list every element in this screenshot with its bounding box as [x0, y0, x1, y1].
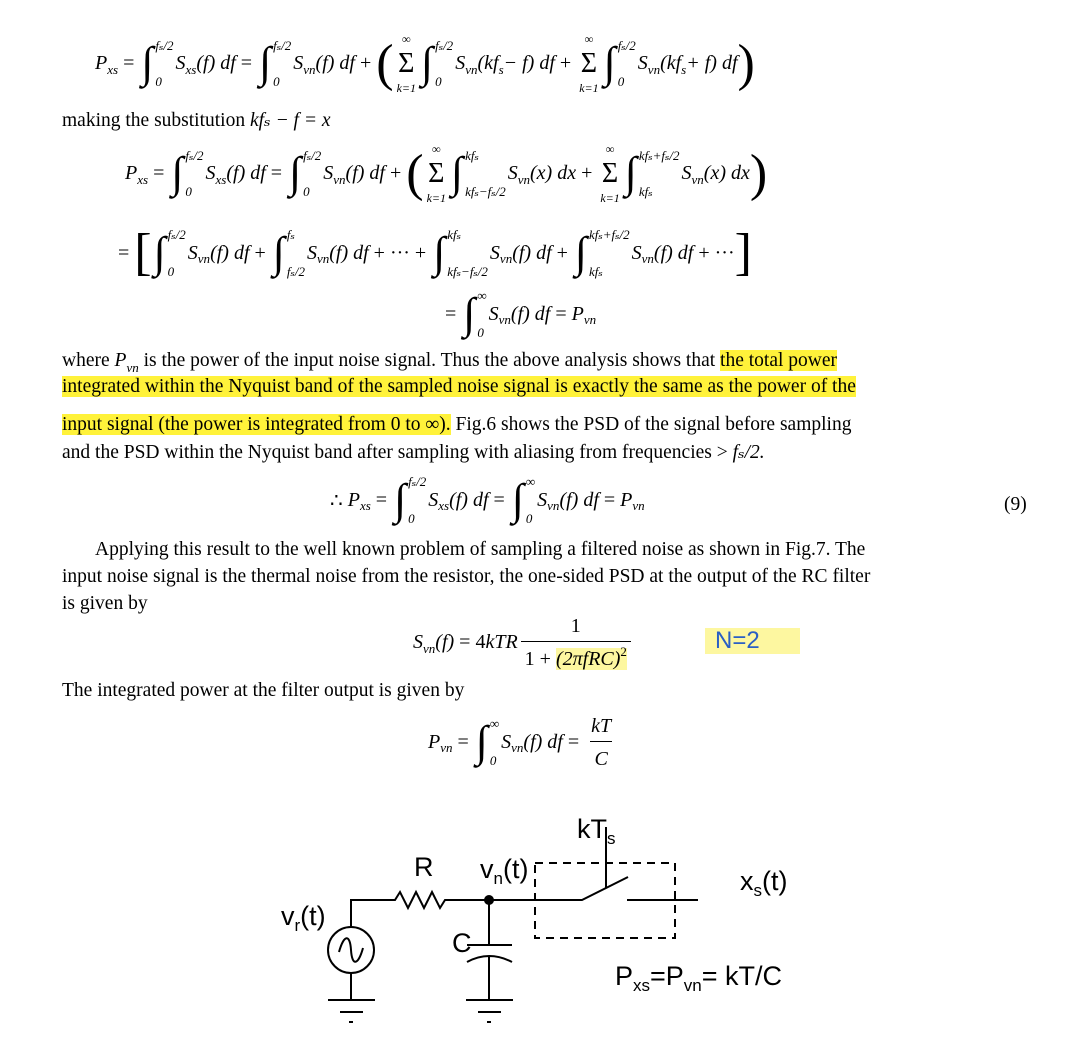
inline-math: kfₛ − f = x [249, 110, 331, 131]
upper-limit: ∞ [402, 32, 411, 46]
lower-limit: k=1 [426, 190, 447, 205]
result-label: $P_{xs}=P_{vn}= kT/C$ [615, 961, 783, 995]
capacitor-label: C [452, 928, 472, 958]
lower-limit: 0 [525, 510, 533, 526]
upper-limit: fₛ [286, 227, 295, 243]
paragraph-line: input noise signal is the thermal noise from the resistor, the one-sided PSD at the output of the RC filter [62, 566, 871, 587]
bracket: ) [737, 34, 755, 92]
lower-limit: kfₛ [588, 263, 603, 279]
sigma: Σ [428, 158, 445, 189]
math-token: = 4 [454, 631, 486, 653]
math-token: = [598, 488, 621, 511]
text: Fig.6 shows the PSD of the signal before sampling [450, 414, 852, 435]
upper-limit: fₛ/2 [408, 474, 427, 490]
math-token: vn [547, 498, 560, 514]
upper-limit: fₛ/2 [273, 37, 292, 53]
math-token: xs [107, 61, 119, 77]
text: and the PSD within the Nyquist band after sampling with aliasing from frequencies > [62, 442, 733, 463]
math-token: (f) df [653, 241, 694, 264]
sigma: Σ [601, 158, 619, 189]
text: is the power of the input noise signal. Thus the above analysis shows that [138, 350, 721, 371]
math-token: vn [517, 171, 530, 187]
denominator: C [590, 741, 611, 771]
upper-limit: fₛ/2 [155, 37, 174, 53]
math-token: vn [641, 251, 654, 267]
math-token: + [354, 52, 377, 75]
clock-label: $kT_s$ [577, 814, 616, 848]
integral-sign: ∫ [272, 227, 285, 277]
math-token: + ··· + [368, 241, 432, 264]
upper-limit: ∞ [432, 142, 441, 156]
upper-limit: fₛ/2 [185, 147, 204, 163]
upper-limit: kfₛ+fₛ/2 [588, 227, 630, 243]
math-token: S [175, 52, 186, 75]
math-token: S [488, 302, 499, 325]
upper-limit: ∞ [489, 716, 500, 732]
math-token: kTR [485, 631, 518, 653]
text: making the substitution [62, 110, 250, 131]
integral-sign: ∫ [421, 38, 434, 88]
math-token: + [576, 162, 598, 185]
math-token: S [455, 52, 466, 75]
integral-sign: ∫ [259, 38, 272, 88]
lower-limit: fₛ/2 [286, 263, 305, 279]
lower-limit: 0 [477, 324, 484, 340]
math-token: xs [438, 498, 450, 514]
math-token: (f) df [226, 162, 266, 185]
lower-limit: 0 [167, 263, 175, 279]
math-token: + [249, 241, 271, 264]
math-token: = [235, 52, 258, 75]
integral-sign: ∫ [511, 475, 524, 524]
upper-limit: ∞ [605, 142, 615, 156]
math-token: (f) df [523, 730, 563, 753]
math-token: − f) df [503, 52, 555, 75]
ground-icon [328, 973, 375, 1022]
lower-limit: k=1 [600, 190, 620, 205]
math-token: (kf [477, 52, 499, 75]
math-token: (f) df [315, 52, 355, 75]
math-token: vn [316, 251, 330, 267]
upper-limit: ∞ [477, 288, 487, 304]
paragraph-line: is given by [62, 593, 148, 614]
lower-limit: k=1 [396, 80, 417, 95]
math-token: (f) df [210, 241, 250, 264]
math-token: S [501, 730, 512, 753]
math-token: s [681, 61, 687, 77]
math-token: = [148, 162, 170, 185]
lower-limit: kfₛ [638, 184, 653, 200]
math-token: (f) [435, 631, 455, 653]
integral-sign: ∫ [463, 289, 476, 338]
math-token: (f) df [510, 302, 551, 325]
highlighted-text: integrated within the Nyquist band of the sampled noise signal is exactly the same as the power of the [62, 376, 856, 397]
math-token: vn [440, 740, 453, 756]
paragraph-line: Applying this result to the well known problem of sampling a filtered noise as shown in Fig.7. The [95, 539, 866, 560]
math-token: vn [511, 740, 524, 756]
math-token: S [537, 488, 548, 511]
math-token: vn [303, 61, 316, 77]
math-token: vn [632, 498, 645, 514]
sigma: Σ [580, 48, 598, 79]
math-token: ∴ [330, 489, 348, 512]
bracket: [ [134, 224, 152, 281]
math-token: vn [465, 61, 478, 77]
math-token: (f) df [345, 162, 385, 185]
math-token: S [306, 241, 317, 264]
upper-limit: ∞ [525, 474, 536, 490]
text: where [62, 350, 115, 371]
math-token: S [428, 488, 439, 511]
integral-sign: ∫ [624, 148, 637, 198]
upper-limit: kfₛ [465, 147, 479, 163]
math-token: P [620, 488, 633, 511]
math-token: P [125, 162, 138, 185]
math-token: S [413, 631, 423, 653]
math-token: xs [215, 171, 227, 187]
math-token: vn [333, 171, 346, 187]
math-token: = [118, 52, 140, 75]
lower-limit: 0 [185, 184, 192, 200]
math-token: + f) df [686, 52, 738, 75]
math-token: + [554, 52, 577, 75]
lower-limit: 0 [617, 74, 625, 90]
source-label: $v_r(t)$ [281, 901, 326, 935]
math-token: P [571, 302, 584, 325]
math-token: S [681, 162, 692, 185]
inline-math: P [114, 350, 127, 371]
upper-limit: kfₛ+fₛ/2 [638, 147, 680, 163]
capacitor-icon [467, 900, 512, 1000]
highlighted-text: input signal (the power is integrated from 0 to ∞). [62, 414, 451, 435]
lower-limit: k=1 [579, 80, 599, 95]
math-token: vn [197, 251, 211, 267]
math-token: (f) df [512, 241, 552, 264]
lower-limit: 0 [489, 752, 497, 768]
bracket: ] [734, 224, 752, 281]
math-token: S [187, 241, 198, 264]
output-label: $x_s(t)$ [740, 866, 788, 900]
math-token: S [323, 162, 334, 185]
sine-wave-icon [339, 938, 363, 962]
integral-sign: ∫ [451, 148, 464, 198]
annotation-note: N=2 [705, 628, 800, 654]
text: 1 + [524, 648, 556, 670]
inline-math: fₛ/2. [732, 442, 765, 463]
integral-sign: ∫ [574, 227, 587, 277]
math-token: (f) df [196, 52, 236, 75]
math-token: vn [691, 171, 704, 187]
exponent: 2 [620, 644, 627, 659]
math-token: vn [583, 312, 597, 328]
integral-sign: ∫ [153, 227, 166, 277]
upper-limit: kfₛ [447, 227, 462, 243]
lower-limit: 0 [435, 74, 442, 90]
resistor-label: R [414, 852, 434, 882]
math-token: + [551, 241, 573, 264]
math-token: P [95, 52, 108, 75]
math-token: xs [359, 498, 371, 514]
math-token: = [265, 162, 288, 185]
math-token: vn [499, 251, 513, 267]
math-token: S [489, 241, 500, 264]
math-token: S [507, 162, 518, 185]
math-token: + ··· [693, 241, 735, 264]
upper-limit: fₛ/2 [435, 37, 454, 53]
math-token: (x) dx [703, 162, 750, 185]
bracket: ( [376, 34, 394, 92]
math-token: S [293, 52, 304, 75]
math-token: s [498, 61, 504, 77]
math-token: (x) dx [530, 162, 577, 185]
integral-sign: ∫ [141, 38, 154, 88]
integral-sign: ∫ [475, 717, 488, 767]
ground-icon [466, 1000, 513, 1022]
math-token: = [118, 241, 135, 264]
math-token: vn [647, 61, 661, 77]
node-label: $v_n(t)$ [480, 854, 529, 888]
highlighted-math: (2πfRC) [555, 648, 621, 670]
numerator: kT [591, 715, 612, 737]
math-token: xs [185, 61, 197, 77]
upper-limit: fₛ/2 [303, 147, 322, 163]
math-token: + [384, 162, 407, 185]
lower-limit: 0 [155, 74, 162, 90]
math-token: S [205, 162, 216, 185]
inline-math: vn [126, 360, 139, 375]
sigma: Σ [398, 48, 415, 79]
integral-sign: ∫ [289, 148, 302, 198]
math-token: P [347, 488, 360, 511]
math-token: (f) df [559, 488, 599, 511]
math-token: = [370, 488, 393, 511]
upper-limit: fₛ/2 [617, 37, 636, 53]
math-token: (kf [660, 52, 682, 75]
upper-limit: fₛ/2 [167, 227, 186, 243]
integral-sign: ∫ [603, 38, 616, 88]
upper-limit: ∞ [584, 32, 594, 46]
math-token: vn [423, 640, 436, 656]
math-token: = [550, 302, 572, 325]
bracket: ( [406, 144, 424, 202]
integral-sign: ∫ [171, 148, 184, 198]
lower-limit: 0 [408, 510, 415, 526]
math-token: vn [498, 312, 511, 328]
lower-limit: 0 [303, 184, 310, 200]
lower-limit: kfₛ−fₛ/2 [465, 184, 506, 200]
math-token: xs [137, 171, 149, 187]
numerator: 1 [570, 615, 581, 637]
lower-limit: 0 [273, 74, 280, 90]
highlighted-text: the total power [720, 350, 837, 371]
math-token: P [428, 730, 441, 753]
integral-sign: ∫ [433, 227, 446, 277]
math-token: (f) df [449, 488, 489, 511]
math-token: S [631, 241, 642, 264]
equation-number: (9) [1004, 494, 1027, 515]
math-token: = [452, 730, 474, 753]
math-token: = [562, 730, 585, 753]
math-token: = [445, 302, 462, 325]
math-token: = [488, 488, 510, 511]
paragraph-line: The integrated power at the filter output is given by [62, 680, 465, 701]
integral-sign: ∫ [394, 475, 407, 524]
lower-limit: kfₛ−fₛ/2 [447, 263, 488, 279]
bracket: ) [749, 144, 768, 202]
math-token: S [637, 52, 648, 75]
math-token: (f) df [329, 241, 369, 264]
